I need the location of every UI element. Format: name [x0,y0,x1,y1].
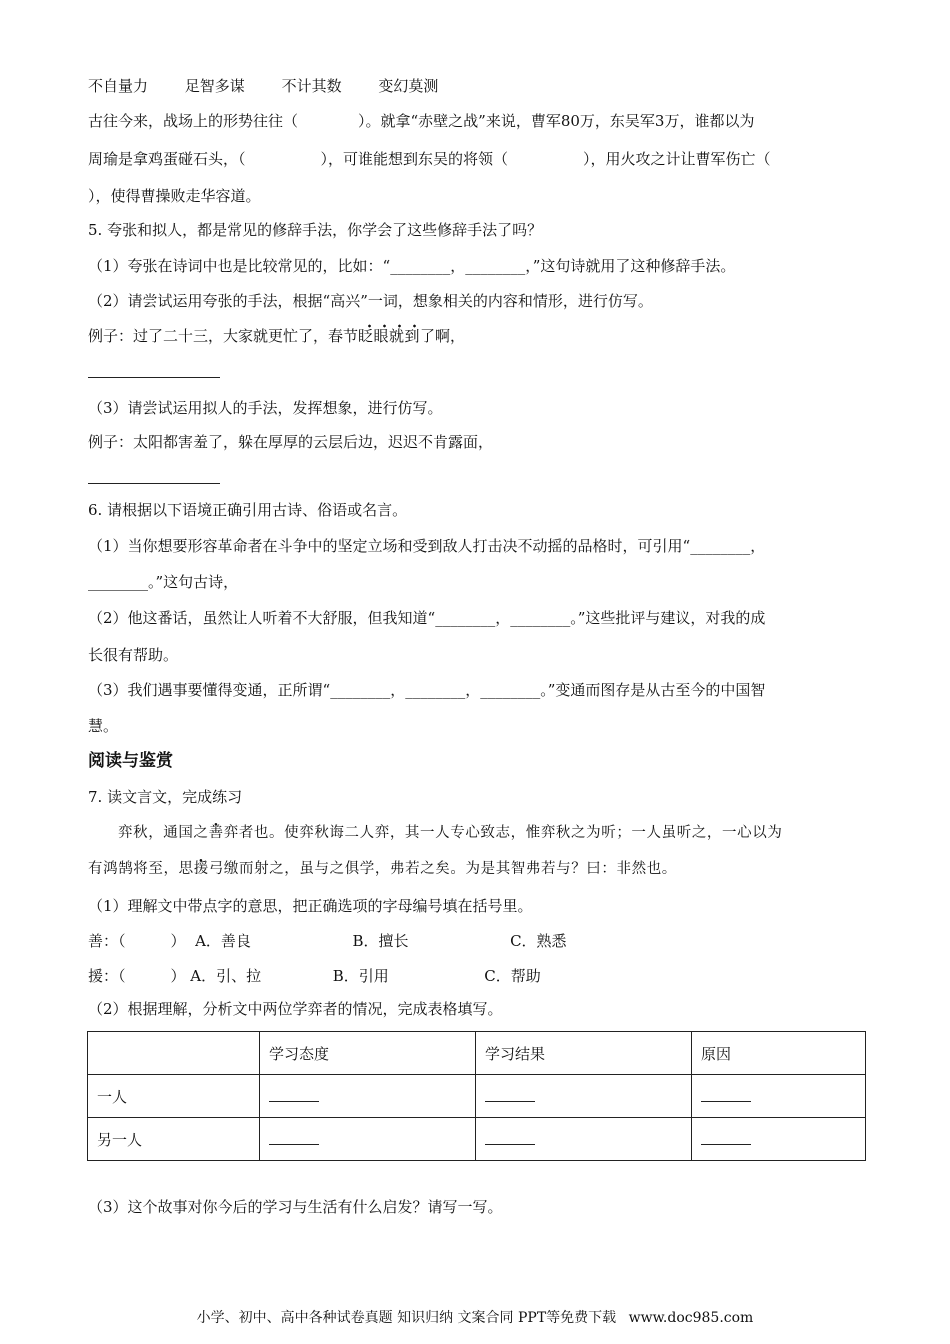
q5-example1 [88,326,465,346]
q6-part1-line1: （1）当你想要形容革命者在斗争中的坚定立场和受到敌人打击决不动摇的品格时，可引用“________， [88,537,766,555]
table-header: 学习结果 [476,1032,692,1075]
dotted-char-shan: 善 [208,825,224,841]
q6-title: 6. 请根据以下语境正确引用古诗、俗语或名言。 [88,501,408,519]
table-header-row [88,1032,866,1075]
answer-line[interactable] [88,377,220,378]
answer-line[interactable] [88,483,220,484]
word-option: 不自量力 [88,77,149,95]
analysis-table [87,1031,866,1161]
q7-title: 7. 读文言文，完成练习 [88,788,243,806]
choice-row-shan [88,931,567,951]
q5-part1: （1）夸张在诗词中也是比较常见的，比如：“________，________，”这句诗就用了这种修辞手法。 [88,257,736,275]
classical-text-line2 [88,859,677,879]
word-option: 不计其数 [281,77,342,95]
q5-part3: （3）请尝试运用拟人的手法，发挥想象，进行仿写。 [88,399,443,417]
q5-example2: 例子：太阳都害羞了，躲在厚厚的云层后边，迟迟不肯露面， [88,433,494,451]
answer-cell[interactable] [476,1075,692,1118]
answer-cell[interactable] [260,1118,476,1161]
q7-part2: （2）根据理解，分析文中两位学弈者的情况，完成表格填写。 [88,1000,503,1018]
table-header: 学习态度 [260,1032,476,1075]
q4-paragraph-line3: ），使得曹操败走华容道。 [88,187,261,205]
classical-text-part: 弓缴而射之，虽与之俱学，弗若之矣。为是其智弗若与？曰：非然也。 [208,861,677,877]
q6-part1-line2: ________。”这句古诗， [88,573,239,591]
answer-cell[interactable] [692,1075,866,1118]
q6-part2-line2: 长很有帮助。 [88,646,179,664]
word-option: 足智多谋 [184,77,245,95]
section-heading: 阅读与鉴赏 [88,751,173,771]
choice-option-a: A．引、拉 [190,967,262,985]
choice-option-a: A．善良 [195,932,251,950]
footer-text: 小学、初中、高中各种试卷真题 知识归纳 文案合同 PPT等免费下载 [196,1310,617,1326]
page-footer [0,1307,950,1327]
table-row [88,1075,866,1118]
choice-option-b: B．引用 [332,967,389,985]
q6-part2-line1: （2）他这番话，虽然让人听着不大舒服，但我知道“________，________。”这些批评与建议，对我的成 [88,609,766,627]
table-header [88,1032,260,1075]
q4-paragraph-line2: 周瑜是拿鸡蛋碰石头，（ ），可谁能想到东吴的将领（ ），用火攻之计让曹军伤亡（ [88,150,771,168]
choice-label[interactable]: 善：（ ） [88,932,186,950]
choice-option-c: C．帮助 [484,967,541,985]
classical-text-part: 弈秋，通国之 [118,825,209,841]
example1-prefix: 例子：过了二十三，大家就更忙了，春节 [88,327,359,345]
q5-part2: （2）请尝试运用夸张的手法，根据“高兴”一词，想象相关的内容和情形，进行仿写。 [88,292,653,310]
table-row [88,1118,866,1161]
word-option: 变幻莫测 [378,77,439,95]
example1-dotted-words: 眨眼就到 [358,323,420,345]
choice-option-b: B．擅长 [352,932,409,950]
table-header: 原因 [692,1032,866,1075]
footer-link[interactable]: www.doc985.com [628,1310,754,1326]
answer-cell[interactable] [692,1118,866,1161]
classical-text-line1 [118,823,782,843]
choice-label[interactable]: 援：（ ） [88,967,186,985]
word-bank [88,76,470,96]
answer-cell[interactable] [260,1075,476,1118]
q4-paragraph-line1: 古往今来，战场上的形势往往（ ）。就拿“赤壁之战”来说，曹军80万，东吴军3万，谁都以为 [88,112,755,130]
dotted-char-yuan: 援 [193,861,209,877]
choice-option-c: C．熟悉 [510,932,567,950]
row-label: 一人 [88,1075,260,1118]
row-label: 另一人 [88,1118,260,1161]
example1-suffix: 了啊， [420,327,466,345]
q6-part3-line1: （3）我们遇事要懂得变通，正所谓“________，________，________。”变通而图存是从古至今的中国智 [88,681,766,699]
q6-part3-line2: 慧。 [88,717,119,735]
choice-row-yuan [88,966,541,986]
q7-part3: （3）这个故事对你今后的学习与生活有什么启发？请写一写。 [88,1198,503,1216]
classical-text-part: 弈者也。使弈秋诲二人弈，其一人专心致志，惟弈秋之为听；一人虽听之，一心以为 [223,825,783,841]
classical-text-part: 有鸿鹄将至，思 [88,861,194,877]
answer-cell[interactable] [476,1118,692,1161]
q7-part1: （1）理解文中带点字的意思，把正确选项的字母编号填在括号里。 [88,897,533,915]
q5-title: 5. 夸张和拟人，都是常见的修辞手法，你学会了这些修辞手法了吗？ [88,221,543,239]
